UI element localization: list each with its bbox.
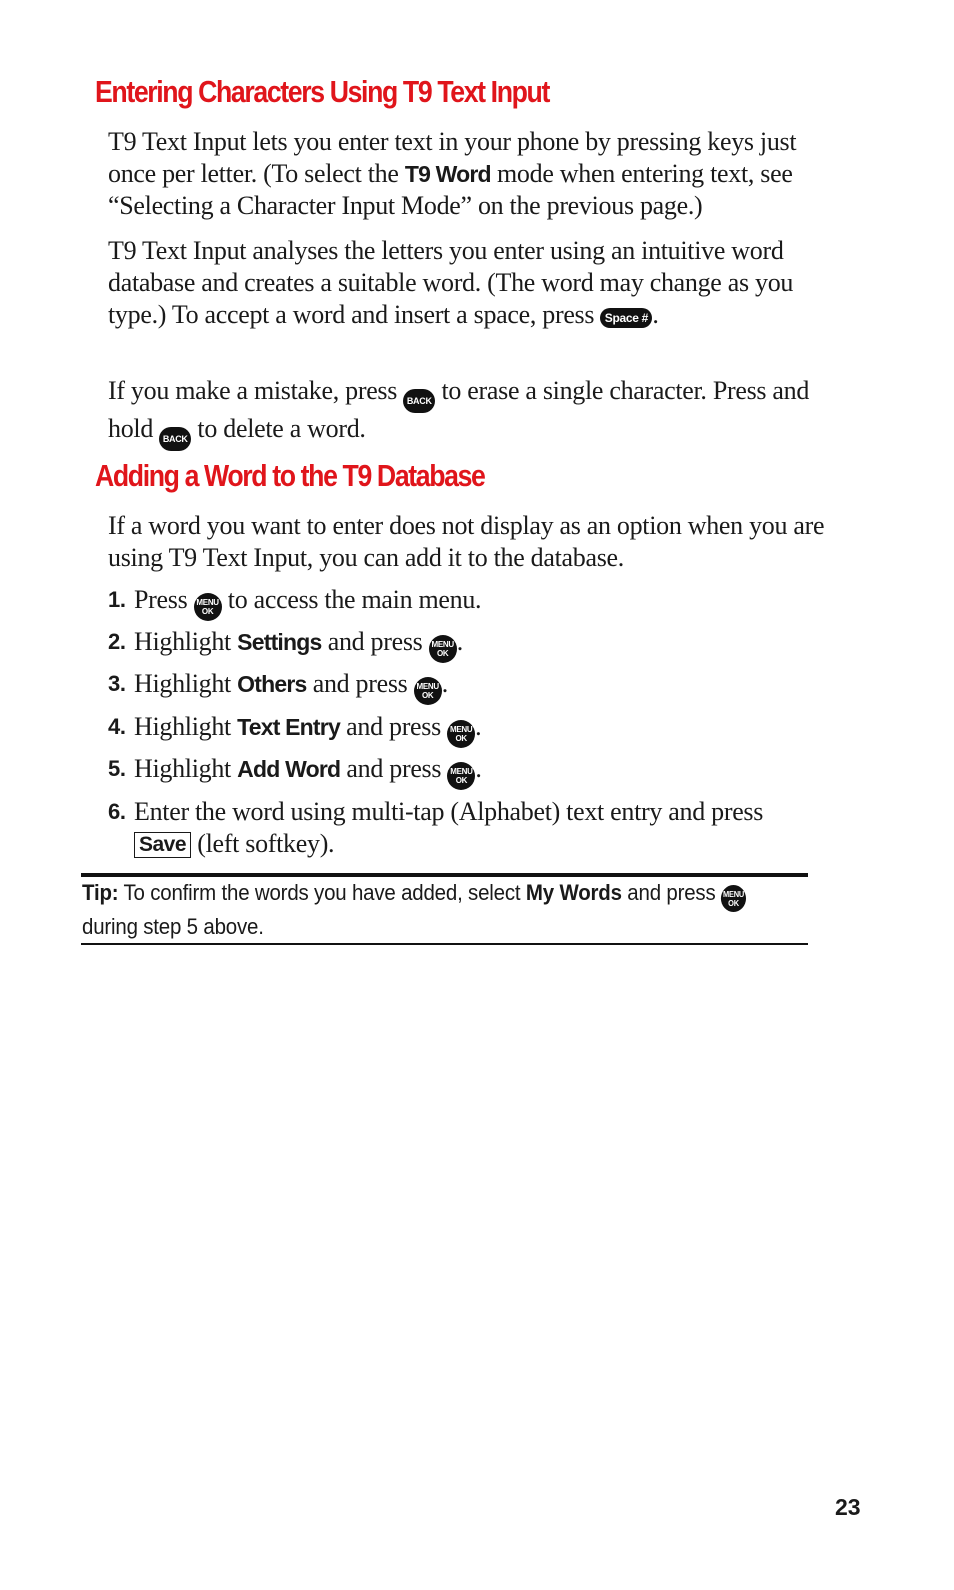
key-label: MENU xyxy=(416,682,439,691)
paragraph-text: mode when entering text, see “Selecting a Character Input Mode” on the previous page.) xyxy=(108,159,793,220)
step-text-part: . xyxy=(441,669,448,698)
paragraph-text: to erase a single character. Press and hold xyxy=(108,376,810,443)
menu-item-name: Others xyxy=(237,671,307,697)
tip-top-divider xyxy=(81,873,808,877)
key-label: MENU xyxy=(431,640,454,649)
step-text xyxy=(134,584,814,621)
tip-text: To confirm the words you have added, select xyxy=(118,880,526,905)
mode-name-t9-word: T9 Word xyxy=(404,161,491,187)
back-key-icon: BACK xyxy=(403,389,435,413)
tip-text: and press xyxy=(621,880,721,905)
step-text-part: . xyxy=(456,627,463,656)
step-text-part: Press xyxy=(134,585,194,614)
menu-item-my-words: My Words xyxy=(525,880,622,905)
step-text-part: Highlight xyxy=(134,754,238,783)
step-number: 5. xyxy=(108,756,126,781)
step-text xyxy=(134,711,814,748)
step-text-part: to access the main menu. xyxy=(221,585,482,614)
step-text-part: and press xyxy=(339,712,448,741)
step-text-part: and press xyxy=(306,669,414,698)
step-text xyxy=(134,626,814,663)
step-number: 1. xyxy=(108,587,126,612)
key-label: OK xyxy=(422,691,434,700)
menu-ok-key-icon xyxy=(721,885,746,912)
step-text-part: (left softkey). xyxy=(191,829,335,858)
section-heading-t9-text-input: Entering Characters Using T9 Text Input xyxy=(95,74,549,109)
step-text-part: and press xyxy=(321,627,429,656)
paragraph-text: If you make a mistake, press xyxy=(108,376,404,405)
paragraph-text: T9 Text Input lets you enter text in your phone by pressing keys just once per letter. (To select the xyxy=(108,127,797,188)
key-label: MENU xyxy=(722,890,745,899)
step-text-part: Highlight xyxy=(134,669,238,698)
paragraph-text: T9 Text Input analyses the letters you enter using an intuitive word database and creates a suitable word. (The word may change as you type.) To accept a word and insert a space, press xyxy=(108,236,794,329)
paragraph-t9-database xyxy=(108,235,828,331)
step-text-part: . xyxy=(475,712,482,741)
step-text xyxy=(134,668,814,705)
menu-ok-key-icon xyxy=(414,677,442,705)
page-number: 23 xyxy=(835,1494,861,1520)
step-number: 6. xyxy=(108,799,126,824)
tip-bottom-divider xyxy=(81,943,808,945)
key-label: MENU xyxy=(450,767,473,776)
back-key-icon: BACK xyxy=(159,427,191,451)
step-text-part: and press xyxy=(340,754,448,783)
key-label: OK xyxy=(455,734,467,743)
key-label: MENU xyxy=(196,598,219,607)
key-label: OK xyxy=(201,607,214,616)
key-label: MENU xyxy=(449,725,473,734)
space-key-icon: Space # xyxy=(600,308,652,328)
paragraph-t9-intro xyxy=(108,126,828,222)
step-text-part: . xyxy=(475,754,482,783)
key-label: OK xyxy=(437,649,449,658)
key-label: OK xyxy=(728,899,739,908)
step-text xyxy=(134,796,814,860)
step-text-part: Highlight xyxy=(134,627,238,656)
save-softkey-label: Save xyxy=(134,832,191,858)
menu-item-name: Add Word xyxy=(237,756,341,782)
step-number: 2. xyxy=(108,629,126,654)
step-text xyxy=(134,753,814,790)
paragraph-text: . xyxy=(652,300,659,329)
paragraph-text: to delete a word. xyxy=(191,414,366,443)
menu-ok-key-icon xyxy=(447,720,475,748)
paragraph-add-word-intro: If a word you want to enter does not display as an option when you are using T9 Text Input, you can add it to the database. xyxy=(108,511,825,572)
step-text-part: Highlight xyxy=(134,712,238,741)
key-label: OK xyxy=(455,776,468,785)
tip-box xyxy=(82,878,752,942)
step-number: 3. xyxy=(108,671,126,696)
menu-ok-key-icon xyxy=(194,593,222,621)
step-text-part: Enter the word using multi-tap (Alphabet) text entry and press xyxy=(134,797,764,826)
step-number: 4. xyxy=(108,714,126,739)
menu-item-name: Text Entry xyxy=(237,714,340,740)
menu-ok-key-icon xyxy=(429,635,457,663)
menu-ok-key-icon xyxy=(447,762,475,790)
tip-text: during step 5 above. xyxy=(82,914,264,939)
step-item xyxy=(108,796,828,866)
paragraph-mistake xyxy=(108,375,828,451)
menu-item-name: Settings xyxy=(237,629,322,655)
section-heading-add-word: Adding a Word to the T9 Database xyxy=(95,458,485,493)
tip-label: Tip: xyxy=(82,880,119,905)
